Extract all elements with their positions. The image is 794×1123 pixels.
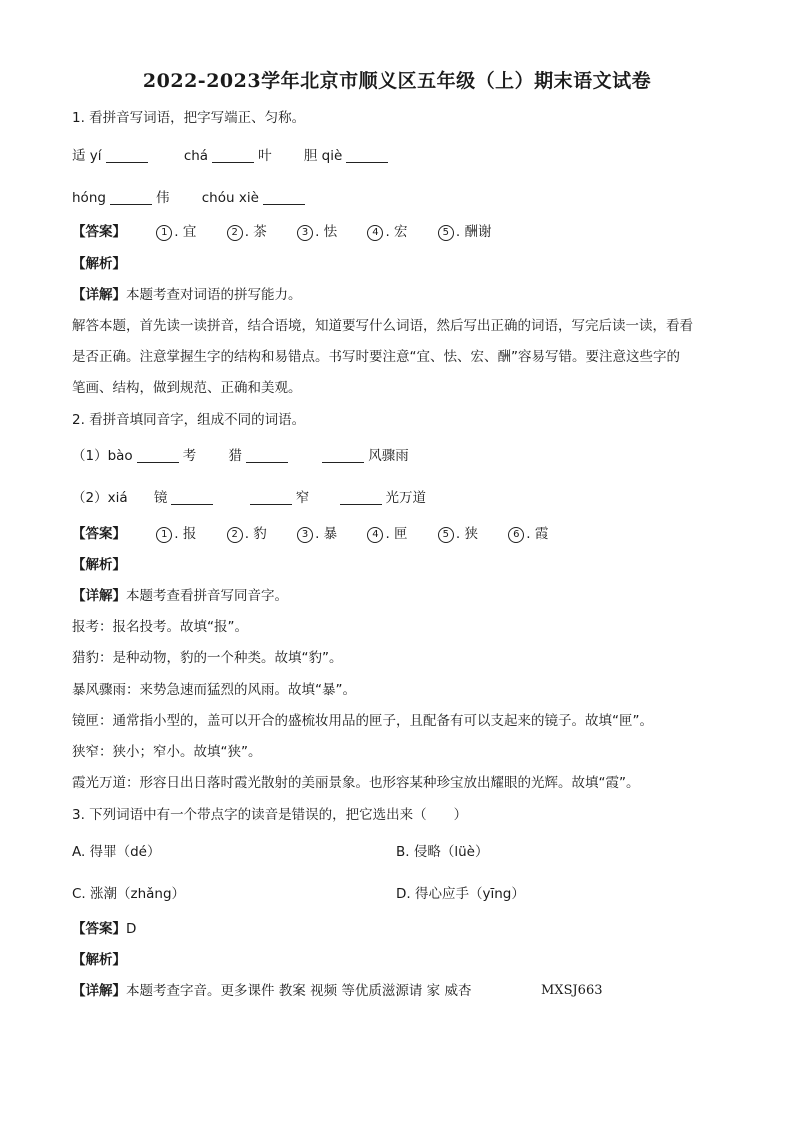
answer-tag: 【答案】	[72, 526, 126, 542]
circled-number: 4	[367, 225, 383, 241]
circled-number: 6	[508, 527, 524, 543]
answer-blank	[110, 190, 152, 205]
answer-tag: 【答案】	[72, 224, 126, 240]
q1-para-1: 解答本题，首先读一读拼音，结合语境，知道要写什么词语，然后写出正确的词语，写完后读一读，看看	[72, 318, 693, 334]
q1-item-4-pinyin: hóng	[72, 190, 106, 206]
circled-number: 3	[297, 527, 313, 543]
q1-answer-3	[297, 222, 337, 242]
q3-option-a: A. 得罪（dé）	[72, 844, 161, 860]
answer-blank	[137, 448, 179, 463]
q2-explanation-1: 报考：报名投考。故填“报”。	[72, 619, 248, 635]
q1-item-5	[202, 190, 309, 206]
q2-row2-b-suffix: 窄	[295, 490, 310, 506]
q1-analysis-tag: 【解析】	[72, 256, 126, 272]
q2-detail	[72, 586, 288, 606]
q1-item-2-pinyin: chá	[183, 148, 209, 164]
q2-row1-a-suffix: 考	[182, 448, 197, 464]
q2-stem: 2. 看拼音填同音字，组成不同的词语。	[72, 412, 306, 428]
q2-answer-3	[297, 524, 337, 544]
q1-item-3	[304, 148, 392, 164]
q3-option-b: B. 侵略（lüè）	[396, 844, 489, 860]
q1-item-4-suffix: 伟	[155, 190, 170, 206]
detail-text: 本题考查对词语的拼写能力。	[126, 287, 302, 303]
q1-row1	[72, 146, 392, 166]
answer-blank	[263, 190, 305, 205]
q1-answer-4	[367, 222, 407, 242]
q3-option-d: D. 得心应手（yīng）	[396, 886, 525, 902]
q1-para-3: 笔画、结构，做到规范、正确和美观。	[72, 380, 302, 396]
q1-answer-5	[438, 222, 492, 242]
q2-row2-label: （2）xiá	[72, 490, 128, 506]
answer-blank	[322, 448, 364, 463]
q2-answer-6	[508, 524, 548, 544]
answer-text: . 茶	[244, 224, 267, 240]
q1-answer-1	[156, 222, 196, 242]
q2-explanation-5: 狭窄：狭小；窄小。故填“狭”。	[72, 744, 262, 760]
q2-answer-line	[72, 524, 574, 544]
q3-stem: 3. 下列词语中有一个带点字的读音是错误的，把它选出来（ ）	[72, 807, 468, 823]
q1-para-2: 是否正确。注意掌握生字的结构和易错点。书写时要注意“宜、怯、宏、酬”容易写错。要注意这些字的	[72, 349, 680, 365]
circled-number: 3	[297, 225, 313, 241]
q2-explanation-4: 镜匣：通常指小型的，盖可以开合的盛梳妆用品的匣子，且配备有可以支起来的镜子。故填“匣”。	[72, 713, 653, 729]
q2-explanation-6: 霞光万道：形容日出日落时霞光散射的美丽景象。也形容某种珍宝放出耀眼的光辉。故填“霞”。	[72, 775, 640, 791]
answer-text: . 酬谢	[455, 224, 492, 240]
detail-text: 本题考查看拼音写同音字。	[126, 588, 288, 604]
q3-answer-line	[72, 919, 136, 939]
q1-item-2	[184, 148, 272, 164]
q2-answer-5	[438, 524, 478, 544]
answer-text: . 豹	[244, 526, 267, 542]
q1-row2	[72, 188, 309, 208]
q3-option-c: C. 涨潮（zhǎng）	[72, 886, 186, 902]
q2-row1-b-prefix: 猎	[228, 448, 242, 464]
circled-number: 2	[227, 225, 243, 241]
answer-blank	[212, 148, 254, 163]
q1-answers	[156, 222, 517, 242]
q2-answer-4	[367, 524, 407, 544]
q1-item-2-suffix: 叶	[258, 148, 272, 164]
circled-number: 1	[156, 225, 172, 241]
q1-item-1	[72, 148, 152, 164]
q1-item-5-pinyin: chóu xiè	[201, 190, 259, 206]
answer-text: D	[126, 921, 137, 937]
answer-blank	[171, 490, 213, 505]
answer-text: . 报	[174, 526, 197, 542]
circled-number: 2	[227, 527, 243, 543]
q2-row2-a-prefix: 镜	[153, 490, 168, 506]
answer-text: . 宏	[385, 224, 408, 240]
q3-analysis-tag: 【解析】	[72, 952, 126, 968]
q1-detail	[72, 285, 302, 305]
q2-explanation-2: 猎豹：是种动物，豹的一个种类。故填“豹”。	[72, 650, 343, 666]
q2-row1-c-suffix: 风骤雨	[368, 448, 409, 464]
answer-text: . 暴	[315, 526, 338, 542]
page-title: 2022-2023学年北京市顺义区五年级（上）期末语文试卷	[142, 70, 652, 92]
detail-tag: 【详解】	[72, 588, 126, 604]
answer-blank	[340, 490, 382, 505]
watermark-code: MXSJ663	[541, 983, 603, 998]
q1-item-3-pinyin: 胆 qiè	[303, 148, 343, 164]
answer-blank	[106, 148, 148, 163]
detail-text: 本题考查字音。更多课件 教案 视频 等优质滋源请 家 威杏	[126, 983, 472, 999]
detail-tag: 【详解】	[72, 983, 126, 999]
answer-text: . 宜	[174, 224, 197, 240]
circled-number: 5	[438, 225, 454, 241]
q1-stem: 1. 看拼音写词语，把字写端正、匀称。	[72, 110, 306, 126]
circled-number: 4	[367, 527, 383, 543]
detail-tag: 【详解】	[72, 287, 126, 303]
q1-answer-2	[227, 222, 267, 242]
q1-item-1-pinyin: 适 yí	[72, 148, 102, 164]
answer-tag: 【答案】	[72, 921, 126, 937]
q2-answer-2	[227, 524, 267, 544]
answer-text: . 霞	[526, 526, 549, 542]
q2-row1-label: （1）bào	[72, 448, 133, 464]
q2-row2-c-suffix: 光万道	[385, 490, 426, 506]
answer-blank	[346, 148, 388, 163]
q3-detail	[72, 981, 471, 1001]
q1-item-4	[72, 190, 169, 206]
answer-text: . 狭	[455, 526, 478, 542]
answer-text: . 怯	[315, 224, 338, 240]
answer-blank	[246, 448, 288, 463]
q2-explanation-3: 暴风骤雨：来势急速而猛烈的风雨。故填“暴”。	[72, 682, 356, 698]
q1-answer-line	[72, 222, 517, 242]
q2-answers	[156, 524, 574, 544]
q2-row1	[72, 446, 409, 466]
q2-answer-1	[156, 524, 196, 544]
q2-analysis-tag: 【解析】	[72, 557, 126, 573]
answer-blank	[250, 490, 292, 505]
q2-row2	[72, 488, 426, 508]
circled-number: 1	[156, 527, 172, 543]
answer-text: . 匣	[385, 526, 408, 542]
circled-number: 5	[438, 527, 454, 543]
